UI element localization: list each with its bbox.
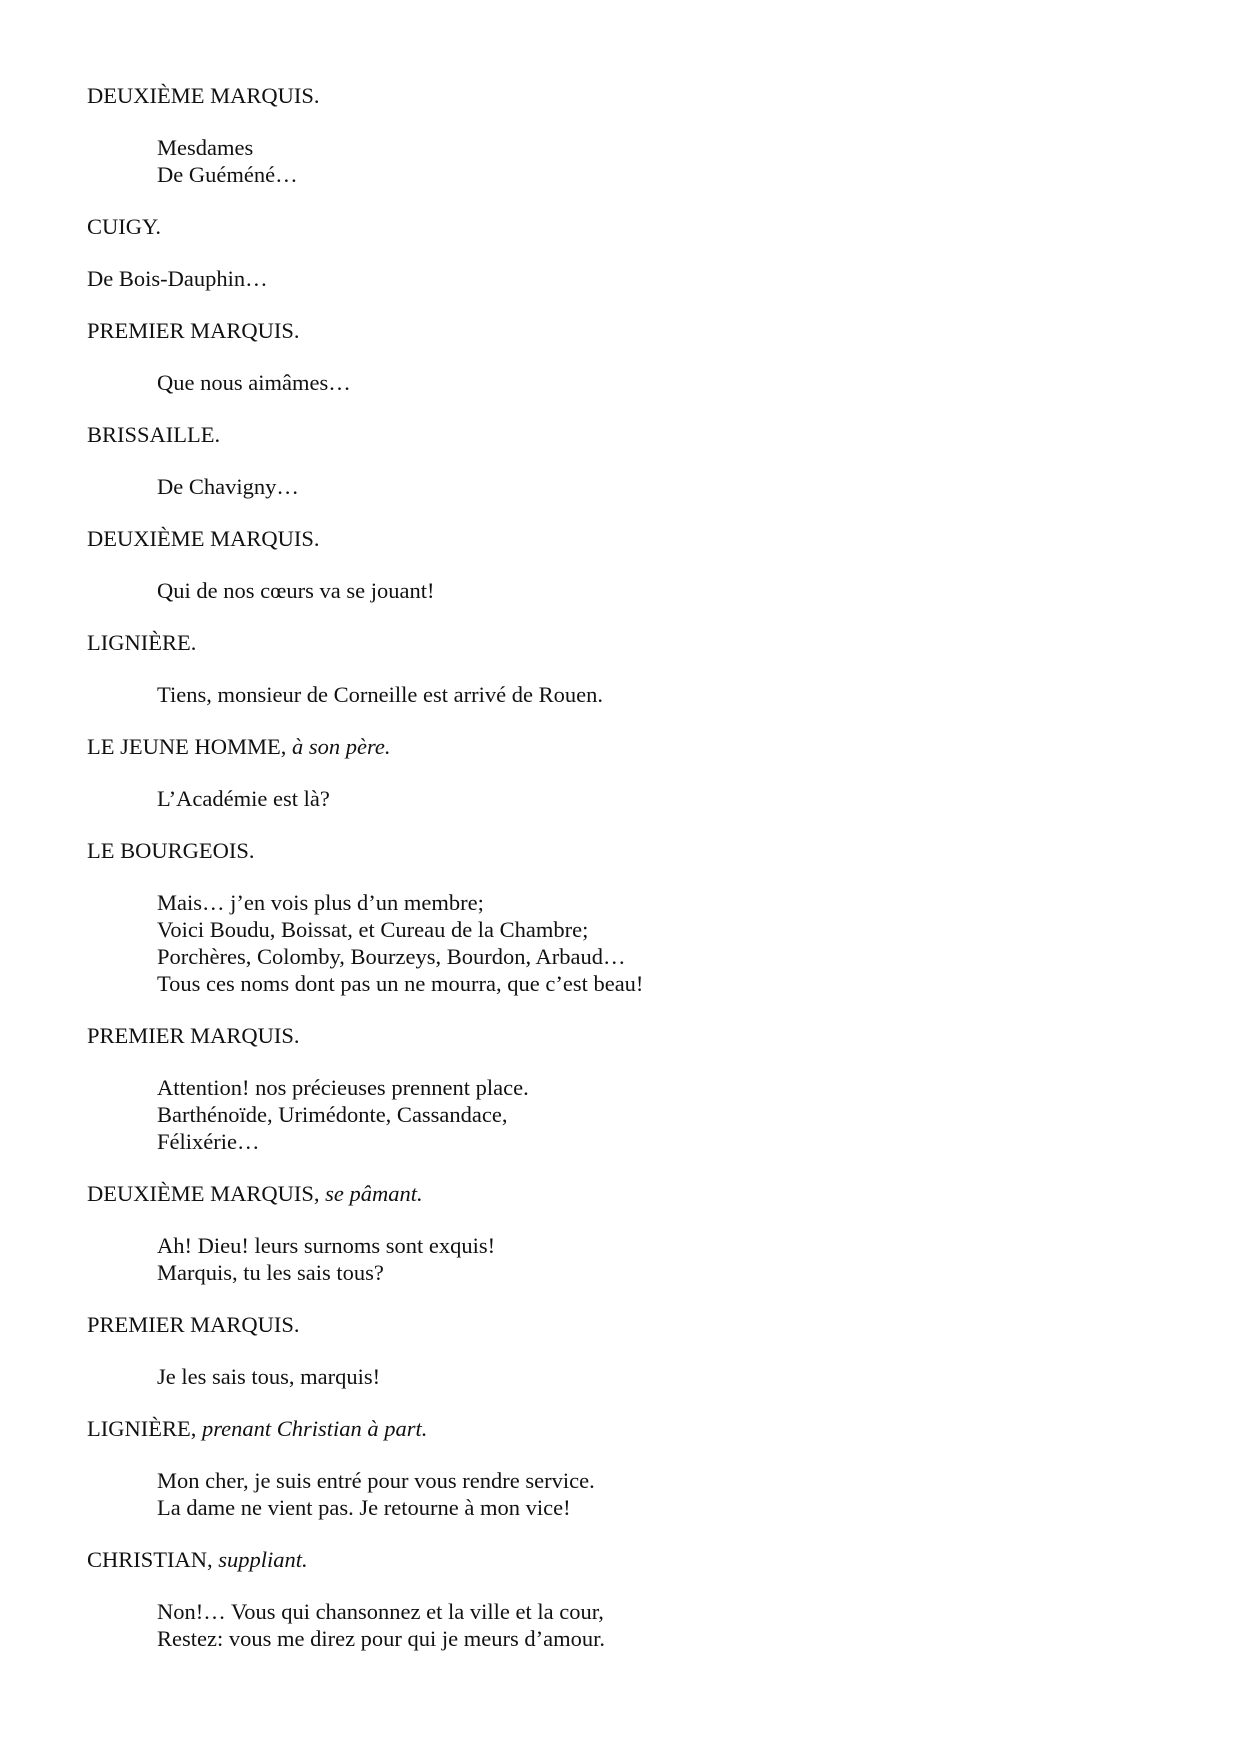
dialogue-entry xyxy=(87,629,1167,733)
speaker-name xyxy=(87,629,1167,656)
dialogue-entry xyxy=(87,1546,1167,1677)
dialogue-entry xyxy=(87,733,1167,837)
dialogue-lines xyxy=(87,577,1167,604)
dialogue-entry xyxy=(87,421,1167,525)
dialogue-line: Mon cher, je suis entré pour vous rendre service. xyxy=(157,1468,595,1493)
dialogue-line: Tous ces noms dont pas un ne mourra, que c’est beau! xyxy=(157,971,644,996)
dialogue-lines xyxy=(87,369,1167,396)
speaker-label: DEUXIÈME MARQUIS. xyxy=(87,83,320,108)
dialogue-line: Félixérie… xyxy=(157,1129,260,1154)
speaker-label: LE JEUNE HOMME, xyxy=(87,734,287,759)
dialogue-lines xyxy=(87,1232,1167,1286)
dialogue-entry xyxy=(87,1415,1167,1546)
speaker-name xyxy=(87,837,1167,864)
speaker-label: CUIGY. xyxy=(87,214,161,239)
dialogue-line: De Chavigny… xyxy=(157,474,299,499)
speaker-name xyxy=(87,1180,1167,1207)
speaker-label: LE BOURGEOIS. xyxy=(87,838,255,863)
dialogue-lines xyxy=(87,785,1167,812)
dialogue-line: Je les sais tous, marquis! xyxy=(157,1364,381,1389)
speaker-label: DEUXIÈME MARQUIS, xyxy=(87,1181,320,1206)
play-page xyxy=(87,82,1167,1677)
speaker-label: LIGNIÈRE. xyxy=(87,630,197,655)
speaker-label: BRISSAILLE. xyxy=(87,422,221,447)
dialogue-entry xyxy=(87,837,1167,1022)
dialogue-lines xyxy=(87,1363,1167,1390)
dialogue-line: Attention! nos précieuses prennent place. xyxy=(157,1075,529,1100)
dialogue-entry xyxy=(87,82,1167,213)
dialogue-line: L’Académie est là? xyxy=(157,786,330,811)
dialogue-lines xyxy=(87,889,1167,997)
dialogue-line: Que nous aimâmes… xyxy=(157,370,351,395)
dialogue-line: Non!… Vous qui chansonnez et la ville et la cour, xyxy=(157,1599,604,1624)
dialogue-line: Marquis, tu les sais tous? xyxy=(157,1260,384,1285)
speaker-name xyxy=(87,1415,1167,1442)
dialogue-line: Voici Boudu, Boissat, et Cureau de la Chambre; xyxy=(157,917,589,942)
speaker-name xyxy=(87,1546,1167,1573)
speaker-label: PREMIER MARQUIS. xyxy=(87,318,300,343)
speaker-name xyxy=(87,317,1167,344)
speaker-name xyxy=(87,421,1167,448)
dialogue-line: La dame ne vient pas. Je retourne à mon vice! xyxy=(157,1495,571,1520)
speaker-label: LIGNIÈRE, xyxy=(87,1416,197,1441)
dialogue-line: De Bois-Dauphin… xyxy=(87,266,268,291)
speaker-name xyxy=(87,733,1167,760)
dialogue-line: Barthénoïde, Urimédonte, Cassandace, xyxy=(157,1102,508,1127)
speaker-name xyxy=(87,213,1167,240)
stage-direction: à son père. xyxy=(291,734,391,759)
dialogue-line: Ah! Dieu! leurs surnoms sont exquis! xyxy=(157,1233,496,1258)
dialogue-entry xyxy=(87,525,1167,629)
speaker-label: CHRISTIAN, xyxy=(87,1547,213,1572)
dialogue-lines xyxy=(87,134,1167,188)
dialogue-lines xyxy=(87,1074,1167,1155)
dialogue-line: Mais… j’en vois plus d’un membre; xyxy=(157,890,484,915)
speaker-label: PREMIER MARQUIS. xyxy=(87,1312,300,1337)
dialogue-lines xyxy=(87,681,1167,708)
dialogue-lines xyxy=(87,1598,1167,1652)
dialogue-entry xyxy=(87,1311,1167,1415)
dialogue-entry xyxy=(87,1180,1167,1311)
speaker-name xyxy=(87,82,1167,109)
speaker-label: PREMIER MARQUIS. xyxy=(87,1023,300,1048)
dialogue-entry xyxy=(87,1022,1167,1180)
speaker-label: DEUXIÈME MARQUIS. xyxy=(87,526,320,551)
dialogue-line: Tiens, monsieur de Corneille est arrivé de Rouen. xyxy=(157,682,603,707)
dialogue-entry xyxy=(87,317,1167,421)
dialogue-lines xyxy=(87,265,1167,292)
dialogue-entry xyxy=(87,213,1167,317)
stage-direction: suppliant. xyxy=(218,1547,308,1572)
dialogue-line: Porchères, Colomby, Bourzeys, Bourdon, Arbaud… xyxy=(157,944,626,969)
dialogue-lines xyxy=(87,1467,1167,1521)
speaker-name xyxy=(87,1022,1167,1049)
dialogue-lines xyxy=(87,473,1167,500)
stage-direction: se pâmant. xyxy=(325,1181,423,1206)
speaker-name xyxy=(87,525,1167,552)
dialogue-line: Qui de nos cœurs va se jouant! xyxy=(157,578,435,603)
dialogue-line: De Guéméné… xyxy=(157,162,298,187)
dialogue-line: Restez: vous me direz pour qui je meurs d’amour. xyxy=(157,1626,606,1651)
stage-direction: prenant Christian à part. xyxy=(201,1416,428,1441)
dialogue-line: Mesdames xyxy=(157,135,254,160)
speaker-name xyxy=(87,1311,1167,1338)
